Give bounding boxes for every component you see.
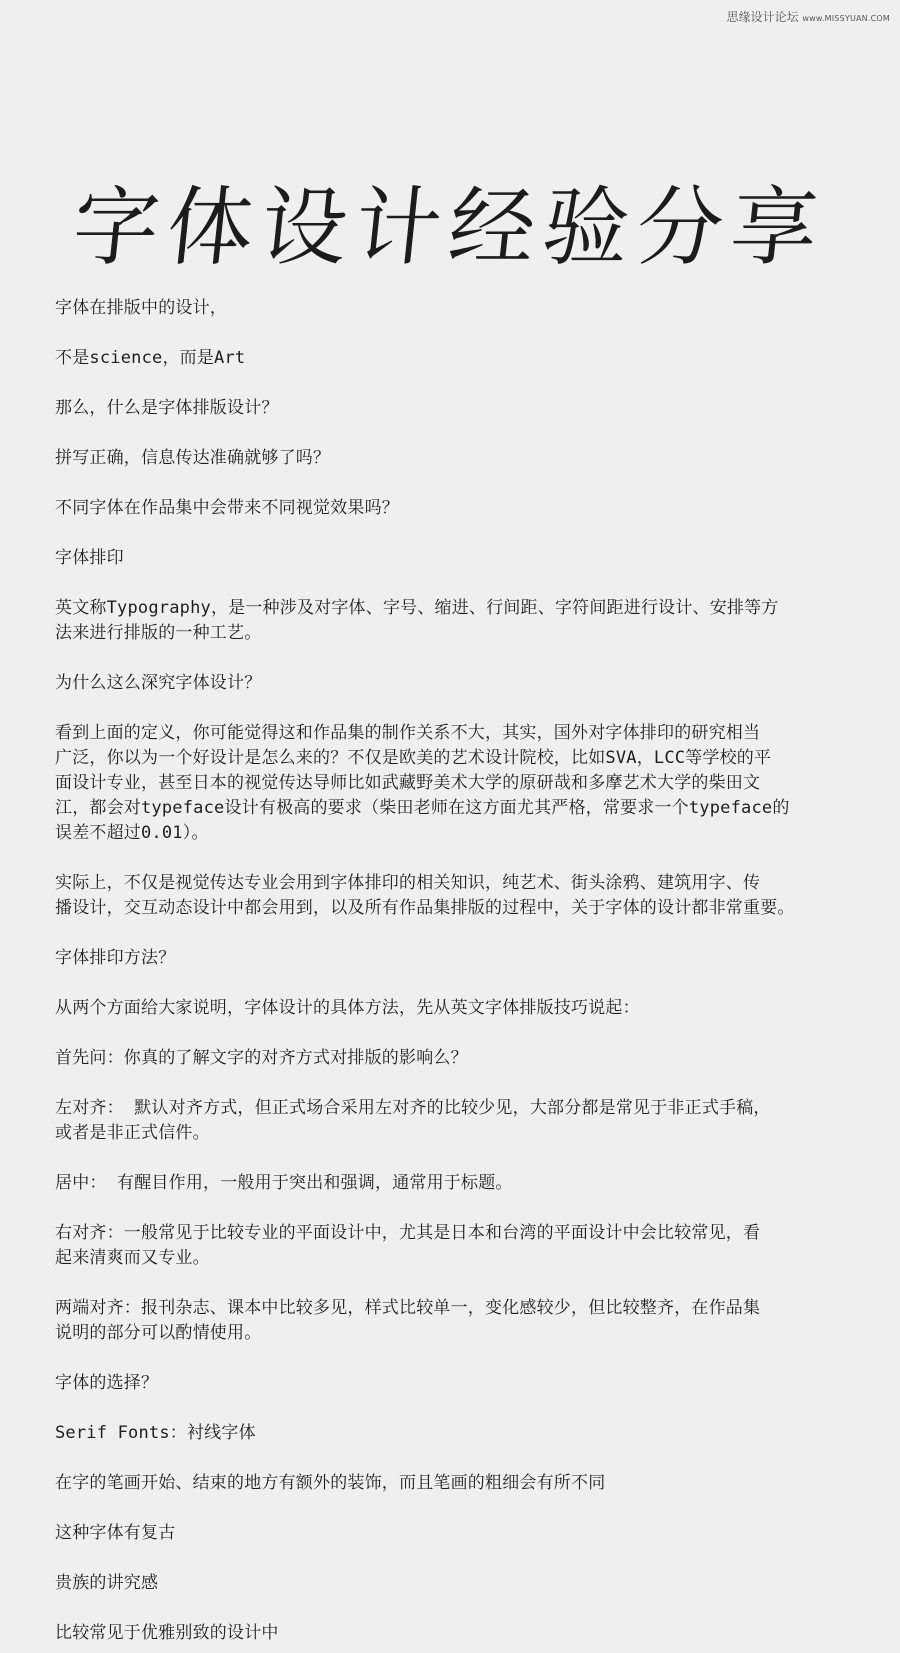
paragraph-line: 看到上面的定义，你可能觉得这和作品集的制作关系不大，其实，国外对字体排印的研究相当 — [55, 723, 761, 743]
paragraph-line: 实际上，不仅是视觉传达专业会用到字体排印的相关知识，纯艺术、街头涂鸦、建筑用字、传 — [55, 873, 761, 893]
article-paragraph — [55, 1471, 885, 1496]
article-paragraph — [55, 1421, 885, 1446]
paragraph-line: 首先问：你真的了解文字的对齐方式对排版的影响么？ — [55, 1048, 468, 1068]
paragraph-line: 那么，什么是字体排版设计？ — [55, 398, 279, 418]
paragraph-line: 江，都会对typeface设计有极高的要求（柴田老师在这方面尤其严格，常要求一个typeface的 — [55, 798, 790, 818]
paragraph-line: 从两个方面给大家说明，字体设计的具体方法，先从英文字体排版技巧说起： — [55, 998, 640, 1018]
paragraph-line: 左对齐： 默认对齐方式，但正式场合采用左对齐的比较少见，大部分都是常见于非正式手稿， — [55, 1098, 771, 1118]
article-paragraph — [55, 721, 885, 846]
article-paragraph — [55, 596, 885, 646]
paragraph-line: 右对齐：一般常见于比较专业的平面设计中，尤其是日本和台湾的平面设计中会比较常见，看 — [55, 1223, 761, 1243]
paragraph-line: 误差不超过0.01）。 — [55, 823, 209, 843]
article-paragraph — [55, 346, 885, 371]
article-paragraph — [55, 1296, 885, 1346]
article-paragraph — [55, 1371, 885, 1396]
article-paragraph — [55, 546, 885, 571]
paragraph-line: 说明的部分可以酌情使用。 — [55, 1323, 262, 1343]
paragraph-line: 贵族的讲究感 — [55, 1573, 159, 1593]
watermark-site-url: www.MISSYUAN.COM — [802, 14, 890, 23]
paragraph-line: 这种字体有复古 — [55, 1523, 176, 1543]
article-paragraph — [55, 1571, 885, 1596]
paragraph-line: Serif Fonts：衬线字体 — [55, 1423, 256, 1443]
article-paragraph — [55, 1621, 885, 1646]
article-paragraph — [55, 671, 885, 696]
paragraph-line: 字体排印方法？ — [55, 948, 176, 968]
article-paragraph — [55, 296, 885, 321]
paragraph-line: 居中： 有醒目作用，一般用于突出和强调，通常用于标题。 — [55, 1173, 513, 1193]
article-paragraph — [55, 871, 885, 921]
article-paragraph — [55, 996, 885, 1021]
article-body — [55, 296, 885, 1653]
article-paragraph — [55, 946, 885, 971]
paragraph-line: 广泛，你以为一个好设计是怎么来的？不仅是欧美的艺术设计院校，比如SVA，LCC等学校的平 — [55, 748, 772, 768]
paragraph-line: 不是science，而是Art — [55, 348, 246, 368]
paragraph-line: 不同字体在作品集中会带来不同视觉效果吗？ — [55, 498, 399, 518]
article-paragraph — [55, 1046, 885, 1071]
article-paragraph — [55, 396, 885, 421]
paragraph-line: 或者是非正式信件。 — [55, 1123, 210, 1143]
article-paragraph — [55, 1521, 885, 1546]
paragraph-line: 法来进行排版的一种工艺。 — [55, 623, 262, 643]
paragraph-line: 面设计专业，甚至日本的视觉传达导师比如武藏野美术大学的原研哉和多摩艺术大学的柴田文 — [55, 773, 761, 793]
paragraph-line: 两端对齐：报刊杂志、课本中比较多见，样式比较单一，变化感较少，但比较整齐，在作品集 — [55, 1298, 761, 1318]
paragraph-line: 拼写正确，信息传达准确就够了吗？ — [55, 448, 331, 468]
paragraph-line: 播设计，交互动态设计中都会用到，以及所有作品集排版的过程中，关于字体的设计都非常重要。 — [55, 898, 795, 918]
paragraph-line: 字体在排版中的设计， — [55, 298, 227, 318]
article-paragraph — [55, 496, 885, 521]
watermark-site-name: 思缘设计论坛 — [726, 10, 799, 24]
site-watermark — [727, 8, 890, 25]
paragraph-line: 字体的选择？ — [55, 1373, 159, 1393]
article-paragraph — [55, 446, 885, 471]
paragraph-line: 为什么这么深究字体设计？ — [55, 673, 262, 693]
paragraph-line: 起来清爽而又专业。 — [55, 1248, 210, 1268]
paragraph-line: 在字的笔画开始、结束的地方有额外的装饰，而且笔画的粗细会有所不同 — [55, 1473, 606, 1493]
article-paragraph — [55, 1096, 885, 1146]
page-title: 字体设计经验分享 — [67, 177, 831, 278]
article-paragraph — [55, 1221, 885, 1271]
paragraph-line: 比较常见于优雅别致的设计中 — [55, 1623, 279, 1643]
paragraph-line: 英文称Typography，是一种涉及对字体、字号、缩进、行间距、字符间距进行设计、安排等方 — [55, 598, 779, 618]
paragraph-line: 字体排印 — [55, 548, 124, 568]
article-paragraph — [55, 1171, 885, 1196]
